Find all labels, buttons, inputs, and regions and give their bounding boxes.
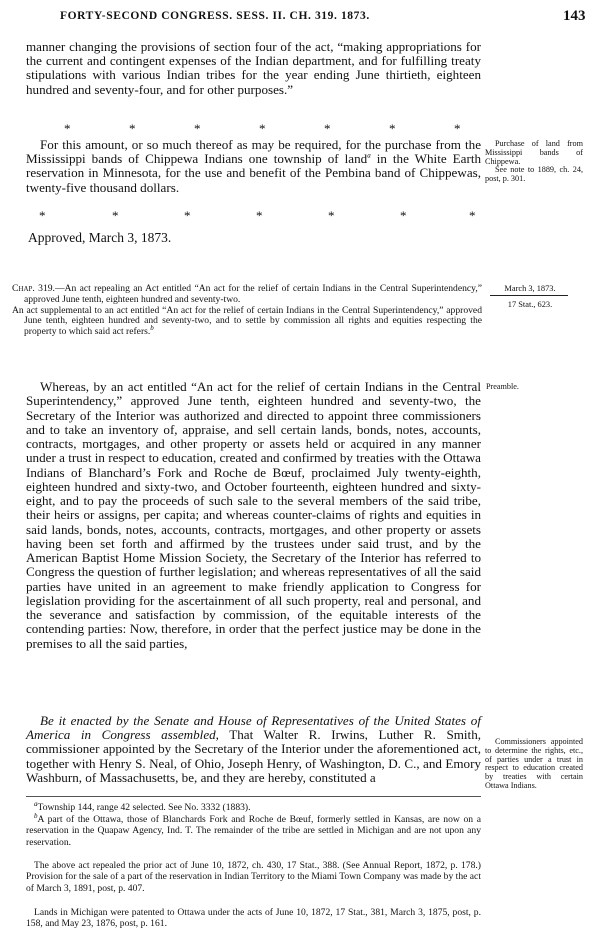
star: * — [328, 208, 335, 223]
enacting-paragraph — [26, 714, 481, 785]
footnote-mark: a — [34, 799, 38, 808]
footnote-text: A part of the Ottawa, those of Blanchards Fork and Roche de Bœuf, formerly settled in Kansas, are now on a reservation in the Quapaw Agency, Ind. T. The remainder of the tribe are settled in Michigan and are not upon any reservation. — [26, 814, 481, 848]
footnote-ref-a: a — [367, 151, 371, 160]
page-number: 143 — [563, 8, 586, 24]
sidenote-purchase-ref: See note to 1889, ch. 24, post, p. 301. — [485, 165, 583, 184]
sidenote-divider — [490, 295, 568, 296]
chapter-supplement-text: An act supplemental to an act entitled “An act for the relief of certain Indians in the Central Superintendency,” approved June tenth, eighteen hundred and seventy-two, and to settle by commission all rights and equities respecting the property to which said act refers. — [12, 304, 482, 338]
sidenote-date: March 3, 1873. — [504, 284, 556, 293]
star: * — [389, 121, 396, 136]
purchase-text-2: in the White Earth reservation in Minnesota, for the use and benefit of the Pembina band of Chippewas, twenty-five thousand dollars. — [26, 151, 482, 195]
sidenote-purchase-text: Purchase of land from Mississippi bands of Chippewa. — [485, 139, 583, 166]
sidenote-commissioners — [485, 738, 583, 791]
footnote-b — [26, 811, 481, 848]
sidenote-purchase — [485, 140, 583, 184]
footnote-text: Township 144, range 42 selected. See No. 3332 (1883). — [37, 802, 251, 813]
star: * — [400, 208, 407, 223]
star: * — [454, 121, 461, 136]
purchase-paragraph — [26, 138, 481, 195]
approved-line: Approved, March 3, 1873. — [28, 230, 172, 245]
running-title: FORTY-SECOND CONGRESS. SESS. II. CH. 319. 1873. — [60, 10, 370, 22]
footnote-note — [26, 860, 481, 894]
star: * — [256, 208, 263, 223]
star: * — [194, 121, 201, 136]
footnote-text: The above act repealed the prior act of June 10, 1872, ch. 430, 17 Stat., 388. (See Annual Report, 1872, p. 178.) Provision for the sale of a part of the reservation in Indian Territory to the Miami Town Company was made by the act of March 3, 1891, post, p. 407. — [26, 860, 481, 894]
star: * — [259, 121, 266, 136]
preamble-paragraph — [26, 380, 481, 651]
chapter-label: Chap. 319. — [12, 283, 55, 294]
continuation-paragraph: manner changing the provisions of section four of the act, “making appropriations for the current and contingent expenses of the Indian department, and for fulfilling treaty stipulations with various Indian tribes for the year ending June thirtieth, eighteen hundred and seventy-four, and for other purposes.” — [26, 39, 481, 97]
star: * — [324, 121, 331, 136]
sidenote-commissioners-text: Commissioners appointed to determine the rights, etc., of parties under a trust in respect to education created by treaties with certain Ottawa Indians. — [485, 737, 583, 790]
star: * — [184, 208, 191, 223]
sidenote-stat: 17 Stat., 623. — [507, 300, 553, 309]
footnote-text: Lands in Michigan were patented to Ottawa under the acts of June 10, 1872, 17 Stat., 381, March 3, 1875, post, p. 158, and May 23, 1876, post, p. 161. — [26, 907, 481, 930]
footnote-note — [26, 907, 481, 930]
footnote-mark: b — [34, 811, 38, 820]
star: * — [64, 121, 71, 136]
star: * — [39, 208, 46, 223]
star: * — [112, 208, 119, 223]
footnote-ref-b: b — [150, 324, 154, 332]
running-header — [0, 8, 600, 24]
enacting-clause: Be it enacted by the Senate and House of Representatives of the United States of America in Congress assembled, — [26, 713, 481, 743]
purchase-text-1: For this amount, or so much thereof as may be required, for the purchase from the Mississippi bands of Chippewa Indians one township of land — [26, 137, 481, 167]
star: * — [129, 121, 136, 136]
chapter-supplement — [12, 306, 482, 338]
enacting-text: That Walter R. Irwins, Luther R. Smith, commissioner appointed by the Secretary of the Interior under the aforementioned act, together with Henry S. Neal, of Ohio, Joseph Henry, of Washington, D. C., and Emory Washburn, of Massachusetts, be, and they are hereby, constituted a — [26, 727, 482, 785]
star: * — [469, 208, 476, 223]
chapter-heading — [12, 284, 482, 338]
preamble-text: Whereas, by an act entitled “An act for the relief of certain Indians in the Central Superintendency,” approved June tenth, eighteen hundred and seventy-two, the Secretary of the Interior was authorized and directed to appoint three commissioners and to take an inventory of, appraise, and sell certain lands, bonds, notes, accounts, contracts, mortgages, and other property or assets held or acquired in any manner under a trust in respect to education, created and confirmed by treaties with the Ottawa Indians of Blanchard’s Fork and Roche de Bœuf, proclaimed July twenty-eighth, eighteen hundred and sixty-two, and October fourteenth, eighteen hundred and sixty-eight, and to pay the proceeds of such sale to the several members of the said tribe, their heirs or assigns, per capita; and whereas counter-claims of rights and equities in said lands, bonds, notes, accounts, contracts, mortgages, and other property or assets having been set forth and affirmed by the trustees under said trust, and by the American Baptist Home Mission Society, the Secretary of the Interior has referred to Congress the question of further legislation; and whereas representatives of all the said parties have united in an agreement to make friendly application to Congress for legislation providing for the ascertainment of all such property, real and personal, and the severance and satisfaction by commission, of the equitable interests of the contending parties: Now, therefore, in order that the perfect justice may be done in the premises to all the said parties, — [26, 379, 481, 651]
footnote-a — [26, 799, 481, 813]
chapter-title — [12, 284, 482, 306]
footnote-divider — [26, 796, 481, 797]
chapter-title-text: —An act repealing an Act entitled “An act for the relief of certain Indians in the Central Superintendency,” approved June tenth, eighteen hundred and seventy-two. — [24, 283, 482, 305]
sidenote-preamble: Preamble. — [486, 382, 519, 391]
